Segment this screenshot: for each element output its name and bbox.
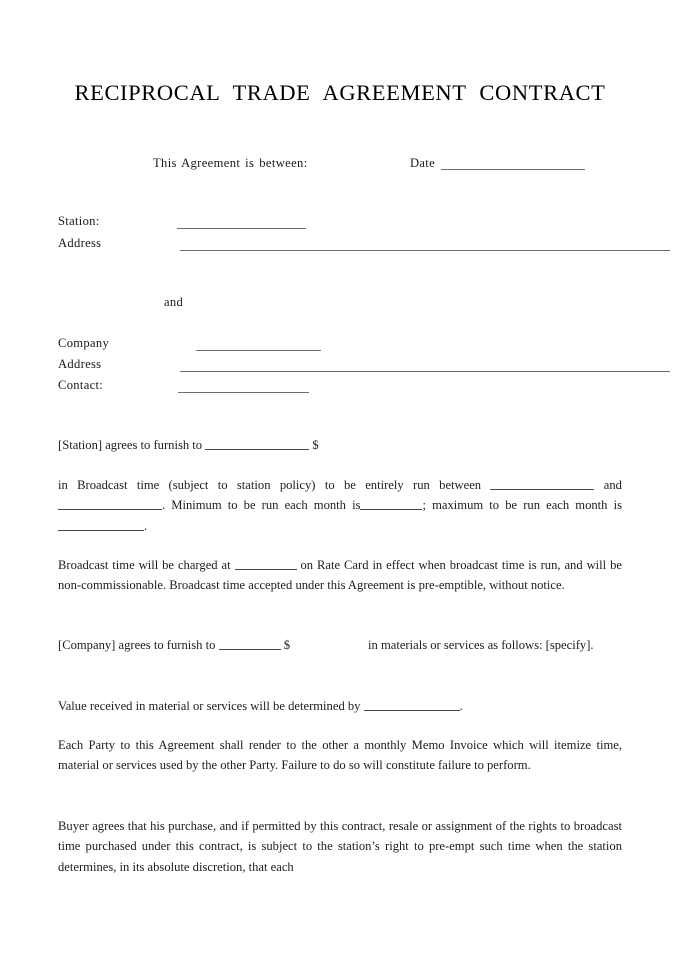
clause-station-furnish-text-before: [Station] agrees to furnish to [58,438,203,452]
station-label: Station: [58,214,100,228]
clause-broadcast-time-part3: . Minimum to be run each month is [162,498,361,513]
broadcast-minimum-blank[interactable] [360,499,422,510]
clause-station-furnish-text-after: $ [312,438,319,452]
clause-value-received-part1: Value received in material or services will be determined by [58,699,361,713]
clause-value-received-part2: . [459,699,463,713]
clause-rate-card [58,555,622,596]
station-address-label: Address [58,236,102,250]
clause-broadcast-time-part1: in Broadcast time (subject to station policy) to be entirely run between [58,478,482,492]
company-address-label: Address [58,357,102,371]
station-address-field-blank[interactable] [180,250,670,251]
clause-memo-invoice-text: Each Party to this Agreement shall render to the other a monthly Memo Invoice which will itemize time, material or services used by the other Party. Failure to do so will constitute failure to perform. [58,738,622,773]
company-label: Company [58,336,110,350]
clause-broadcast-time [58,475,622,536]
clause-buyer-preempt-text: Buyer agrees that his purchase, and if permitted by this contract, resale or assignment of the rights to broadcast time purchased under this contract, is subject to the station’s right to pre-empt such time when the station determines, in its absolute discretion, that each [58,819,622,874]
clause-rate-card-part1: Broadcast time will be charged at [58,558,231,572]
company-address-field-blank[interactable] [180,371,670,372]
station-furnish-amount-blank[interactable] [205,438,309,449]
value-received-determined-by-blank[interactable] [364,699,460,710]
clause-buyer-preempt [58,816,622,877]
clause-rate-card-part2: on Rate Card in effect when broadcast time is run, and will be non-commissionable. Broadcast time accepted under this Agreement is pre-emptible, without notice. [58,558,622,593]
date-field-blank[interactable] [441,169,585,170]
date-field-label: Date [410,156,435,170]
company-field-blank[interactable] [196,350,321,351]
conjunction-and: and [164,295,184,309]
broadcast-run-between-start-blank[interactable] [490,478,594,489]
broadcast-maximum-blank[interactable] [58,519,144,530]
clause-broadcast-time-part2: and [603,478,622,492]
clause-station-furnish [58,435,622,455]
clause-memo-invoice [58,735,622,776]
contact-field-blank[interactable] [178,392,309,393]
clause-company-furnish-part1: [Company] agrees to furnish to [58,638,216,652]
company-furnish-amount-blank[interactable] [219,638,281,649]
agreement-between-label: This Agreement is between: [153,156,308,170]
rate-card-charge-blank[interactable] [235,558,297,569]
clause-value-received [58,696,622,716]
clause-broadcast-time-part4: ; maximum to be run each month is [422,498,622,513]
contact-label: Contact: [58,378,104,392]
page-title: RECIPROCAL TRADE AGREEMENT CONTRACT [74,80,606,105]
broadcast-run-between-end-blank[interactable] [58,499,162,510]
station-field-blank[interactable] [177,228,306,229]
clause-company-furnish-part2: $ [283,638,290,652]
clause-broadcast-time-part5: . [144,518,148,533]
clause-company-furnish [58,635,622,655]
clause-company-furnish-part3: in materials or services as follows: [specify]. [368,638,594,652]
